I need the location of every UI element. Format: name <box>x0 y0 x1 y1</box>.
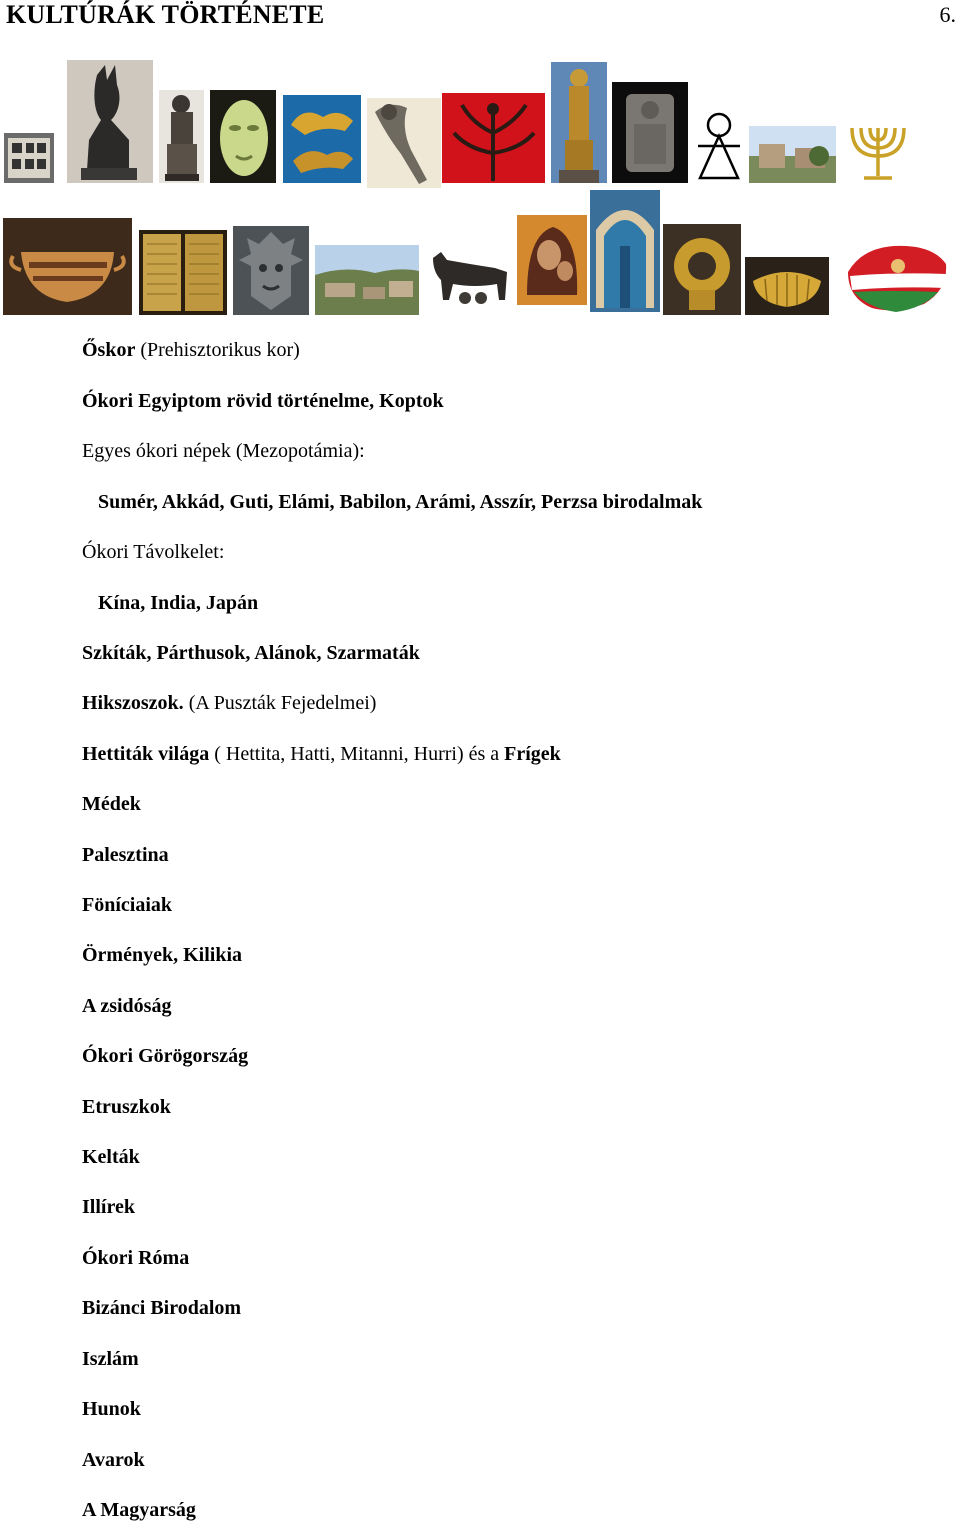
inscription-tablet-image <box>4 133 54 183</box>
toc-oskor-title: Őskor <box>82 339 136 361</box>
toc-hettitak-title: Hettiták világa <box>82 743 210 765</box>
landscape-ruins-image <box>749 126 836 183</box>
toc-hettitak[interactable] <box>82 743 561 766</box>
ankh-symbol-image <box>694 110 744 183</box>
toc-item[interactable]: Ókori Görögország <box>82 1045 249 1067</box>
golden-mask-image <box>210 90 276 183</box>
gold-wreath-image <box>663 224 741 315</box>
toc-egyes-nepek: Egyes ókori népek (Mezopotámia): <box>82 440 365 462</box>
stone-block-image <box>612 82 688 183</box>
toc-tavolkelet: Ókori Távolkelet: <box>82 541 225 563</box>
toc-hikszoszok-note: (A Puszták Fejedelmei) <box>183 692 377 714</box>
toc-tavolkelet-list[interactable]: Kína, India, Japán <box>98 592 259 614</box>
toc-egyiptom[interactable]: Ókori Egyiptom rövid történelme, Koptok <box>82 390 444 412</box>
red-tree-ornament-image <box>442 93 545 183</box>
toc-item[interactable]: Föníciaiak <box>82 894 173 916</box>
patterned-vessel-image <box>3 218 132 315</box>
page-number: 6. <box>939 2 956 27</box>
page-title: KULTÚRÁK TÖRTÉNETE <box>6 0 325 29</box>
toc-item[interactable]: Etruszkok <box>82 1096 171 1118</box>
toc-item[interactable]: Palesztina <box>82 844 169 866</box>
toc-szkitak[interactable]: Szkíták, Párthusok, Alánok, Szarmaták <box>82 642 420 664</box>
gold-animal-figures-image <box>283 95 361 183</box>
toc-item[interactable]: A zsidóság <box>82 995 172 1017</box>
toc-item[interactable]: Kelták <box>82 1146 140 1168</box>
hungary-map-image <box>842 242 950 315</box>
toc-item[interactable]: Avarok <box>82 1449 145 1471</box>
anubis-statue-image <box>67 60 153 183</box>
toc-hettitak-note: ( Hettita, Hatti, Mitanni, Hurri) és a <box>209 743 505 765</box>
toc-mezopotamia-list[interactable]: Sumér, Akkád, Guti, Elámi, Babilon, Arámi, Asszír, Perzsa birodalmak <box>98 491 703 513</box>
toc-item[interactable]: Médek <box>82 793 141 815</box>
toc-oskor-note: (Prehisztorikus kor) <box>135 339 300 361</box>
toc-item[interactable]: Ókori Róma <box>82 1247 190 1269</box>
page-header <box>6 0 956 32</box>
toc-hikszoszok[interactable] <box>82 692 376 715</box>
toc-item[interactable]: Iszlám <box>82 1348 139 1370</box>
ancient-city-image <box>315 245 419 315</box>
toc-oskor[interactable] <box>82 339 300 362</box>
madonna-icon-image <box>517 215 587 305</box>
toc-item[interactable]: Illírek <box>82 1196 135 1218</box>
menorah-image <box>842 122 914 183</box>
toc-frigek: Frígek <box>504 743 561 765</box>
toc-hikszoszok-title: Hikszoszok. <box>82 692 184 714</box>
mosque-arch-image <box>590 190 660 312</box>
carved-club-image <box>367 98 441 188</box>
toc-item[interactable]: Hunok <box>82 1398 141 1420</box>
toc-item[interactable]: Örmények, Kilikia <box>82 944 242 966</box>
gold-plates-image <box>139 230 227 315</box>
seated-figure-image <box>159 90 204 183</box>
toc-item[interactable]: A Magyarság <box>82 1499 196 1521</box>
gold-idol-statue-image <box>551 62 607 183</box>
she-wolf-statue-image <box>425 250 515 310</box>
toc-item[interactable]: Bizánci Birodalom <box>82 1297 242 1319</box>
golden-vessel-image <box>745 257 829 315</box>
bronze-face-plaque-image <box>233 226 309 315</box>
